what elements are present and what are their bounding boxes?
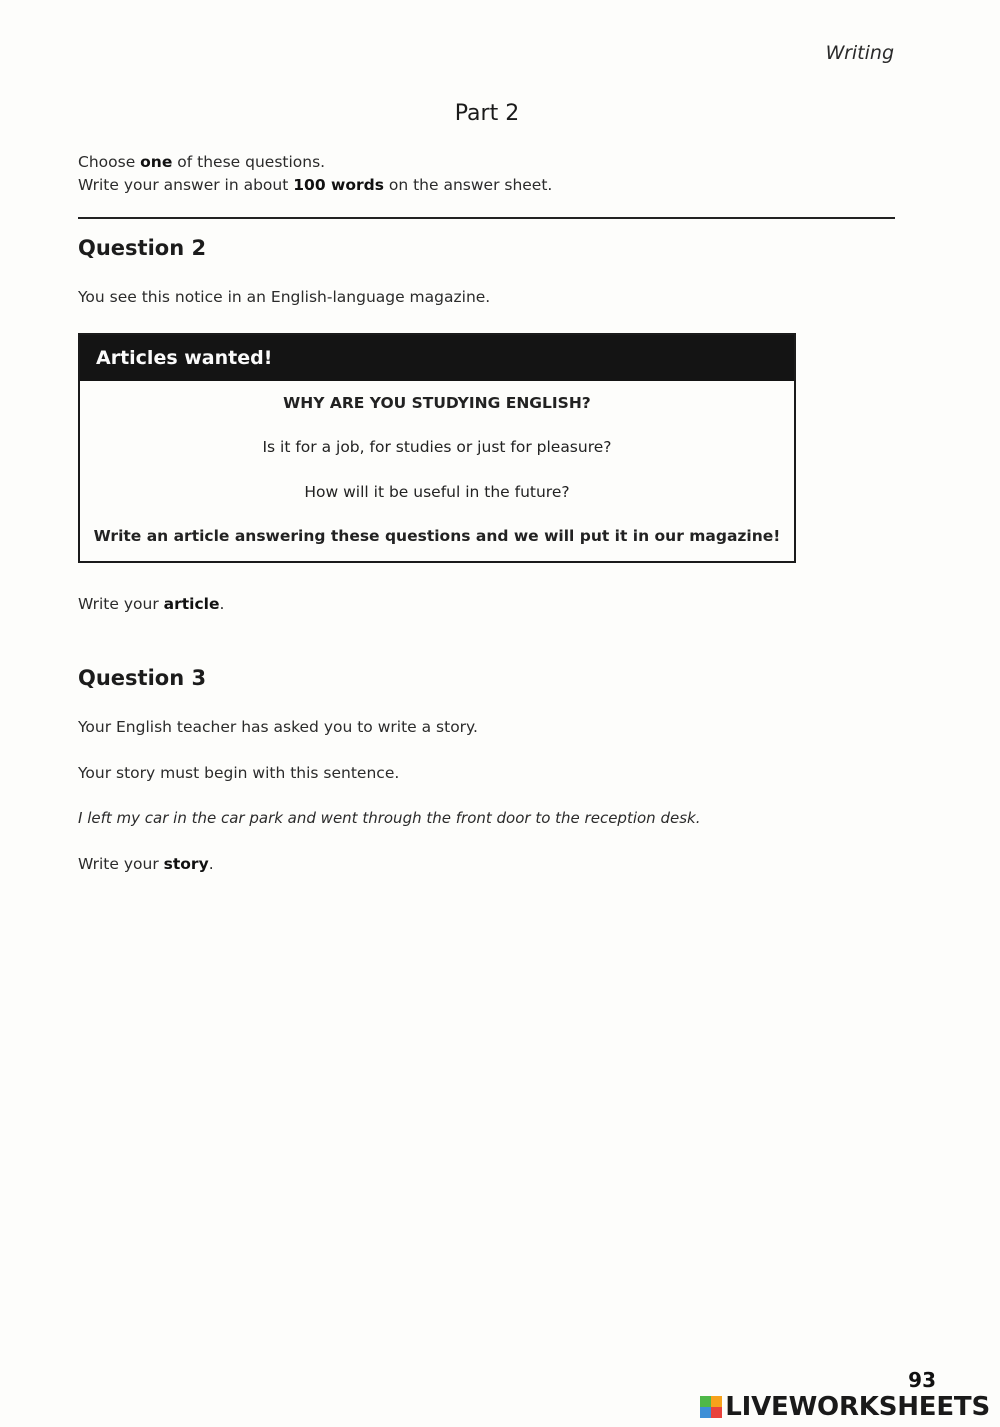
- notice-line-3: How will it be useful in the future?: [304, 483, 570, 501]
- intro-line-2: Write your answer in about 100 words on the answer sheet.: [78, 176, 553, 194]
- notice-line-4: Write an article answering these questions and we will put it in our magazine!: [93, 527, 781, 545]
- brand-logo-square: [700, 1396, 711, 1407]
- page-number: 93: [908, 1368, 936, 1392]
- question-2-title: Question 2: [78, 236, 207, 260]
- story-opening-sentence: I left my car in the car park and went through the front door to the reception desk.: [78, 809, 701, 827]
- part-title: Part 2: [454, 101, 520, 126]
- notice-line-2: Is it for a job, for studies or just for pleasure?: [262, 438, 612, 456]
- intro-line-1: Choose one of these questions.: [78, 153, 326, 171]
- question-3-line-1: Your English teacher has asked you to write a story.: [78, 718, 478, 736]
- question-2-task: Write your article.: [78, 595, 225, 613]
- brand-logo-square: [711, 1407, 722, 1418]
- brand-name: LIVEWORKSHEETS: [725, 1392, 990, 1422]
- section-header: Writing: [825, 42, 894, 64]
- question-2-prompt: You see this notice in an English-language magazine.: [78, 288, 491, 306]
- question-3-line-2: Your story must begin with this sentence.: [78, 764, 400, 782]
- notice-box: [78, 333, 796, 563]
- brand-logo-icon: [700, 1396, 722, 1418]
- question-3-task: Write your story.: [78, 855, 214, 873]
- notice-line-1: WHY ARE YOU STUDYING ENGLISH?: [283, 394, 591, 412]
- question-3-title: Question 3: [78, 666, 207, 690]
- brand-logo-square: [711, 1396, 722, 1407]
- section-divider: [78, 217, 895, 219]
- notice-heading: Articles wanted!: [80, 335, 794, 381]
- brand-watermark: [700, 1392, 990, 1422]
- brand-logo-square: [700, 1407, 711, 1418]
